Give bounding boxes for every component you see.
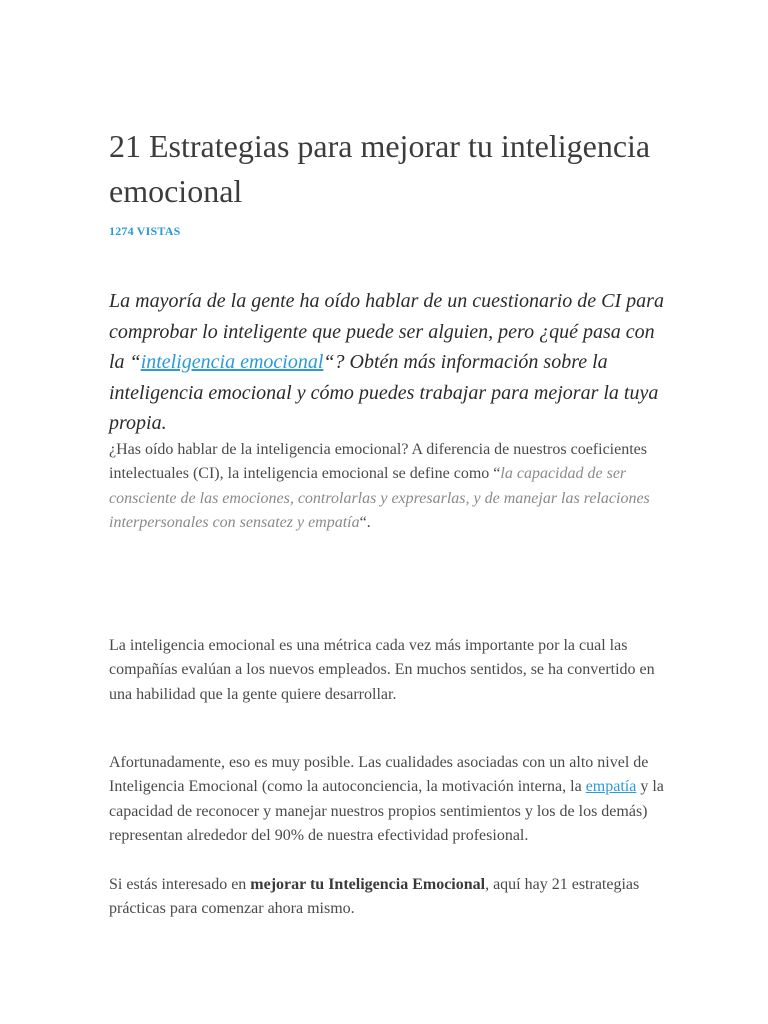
qualities-text-end: y la capacidad de reconocer y manejar nuestros propios sentimientos y los de los demás) representan alrededor del 90% de nuestra efectividad profesional. <box>109 778 664 844</box>
empathy-link[interactable]: empatía <box>585 778 637 796</box>
view-count: 1274 VISTAS <box>109 224 181 238</box>
definition-end: “. <box>359 513 371 531</box>
definition-quote: la capacidad de ser consciente de las emociones, controlarlas y expresarlas, y de manejar las relaciones interpersonales con sensatez y empatía <box>109 465 650 531</box>
lead-text-start: La mayoría de la gente ha oído hablar de un cuestionario de CI para comprobar lo inteligente que puede ser alguien, pero ¿qué pasa con la “ <box>109 290 664 373</box>
definition-text: ¿Has oído hablar de la inteligencia emocional? A diferencia de nuestros coeficientes intelectuales (CI), la inteligencia emocional se define como “ <box>109 441 647 483</box>
emotional-intelligence-link[interactable]: inteligencia emocional <box>140 351 324 373</box>
definition-paragraph <box>109 438 669 535</box>
importance-paragraph: La inteligencia emocional es una métrica cada vez más importante por la cual las compañías evalúan a los nuevos empleados. En muchos sentidos, se ha convertido en una habilidad que la gente quiere desarrollar. <box>109 637 655 703</box>
intro-strategies-paragraph <box>109 873 669 922</box>
intro-text-end: , aquí hay 21 estrategias prácticas para comenzar ahora mismo. <box>109 876 640 918</box>
article-title: 21 Estrategias para mejorar tu inteligencia emocional <box>109 128 651 209</box>
lead-paragraph <box>109 286 669 439</box>
lead-text-end: “? Obtén más información sobre la inteligencia emocional y cómo puedes trabajar para mejorar la tuya propia. <box>109 351 659 434</box>
intro-bold-text: mejorar tu Inteligencia Emocional <box>250 876 486 893</box>
qualities-text-start: Afortunadamente, eso es muy posible. Las cualidades asociadas con un alto nivel de Inteligencia Emocional (como la autoconciencia, la motivación interna, la <box>109 754 649 796</box>
intro-text-start: Si estás interesado en <box>109 876 251 893</box>
qualities-paragraph <box>109 751 669 848</box>
